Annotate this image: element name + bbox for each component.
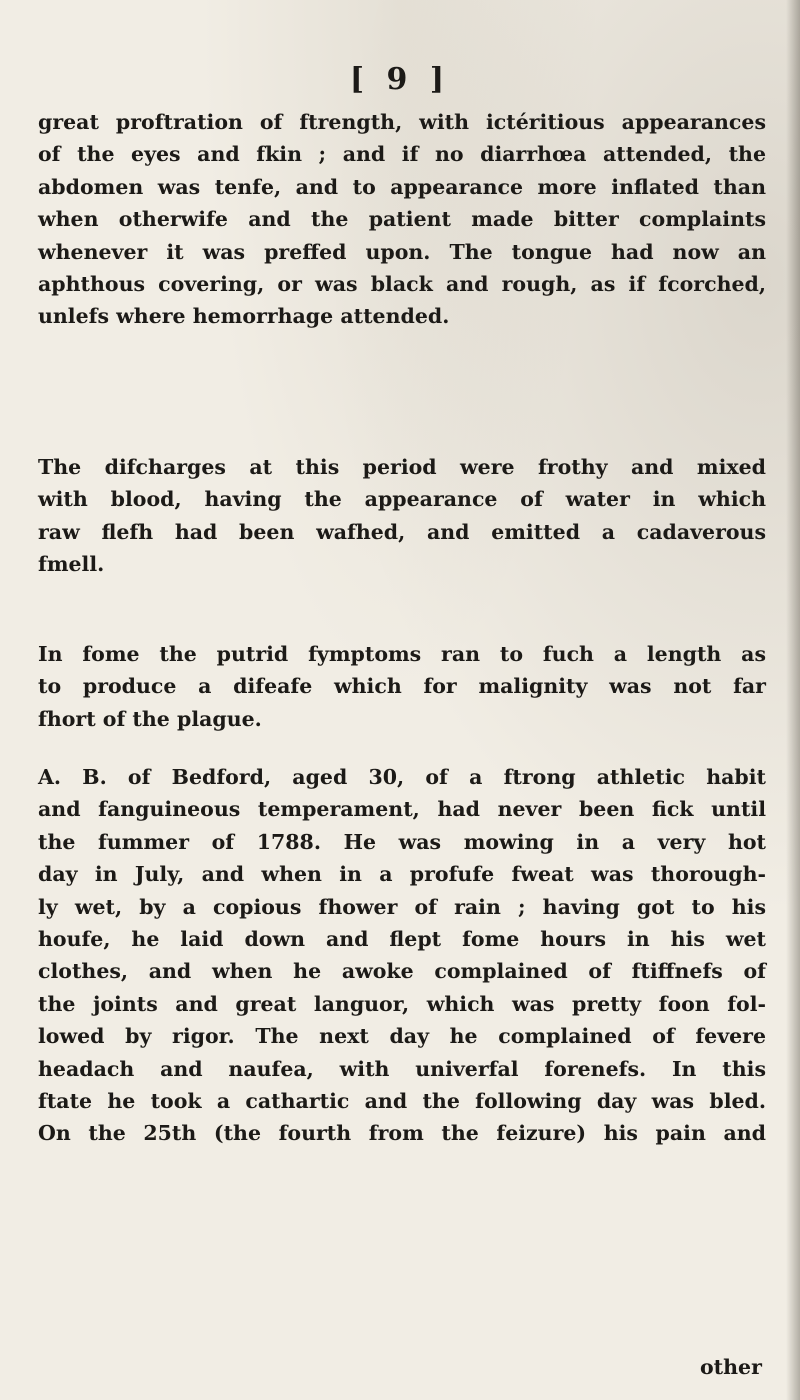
paragraph-2 bbox=[38, 451, 766, 581]
paragraph-1 bbox=[38, 106, 766, 333]
text-line: ftate he took a cathartic and the following day was bled. bbox=[38, 1089, 766, 1114]
page-edge-shadow bbox=[786, 0, 800, 1400]
text-line: abdomen was tenfe, and to appearance more inflated than bbox=[38, 174, 766, 199]
text-line: when otherwife and the patient made bitter complaints bbox=[38, 207, 766, 232]
text-line: great proftration of ftrength, with ictéritious appearances bbox=[38, 110, 766, 134]
text-line: day in July, and when in a profufe fweat was thorough- bbox=[38, 862, 766, 887]
text-line: raw flefh had been wafhed, and emitted a cadaverous bbox=[38, 519, 766, 544]
text-line: with blood, having the appearance of water in which bbox=[38, 487, 766, 512]
text-line: headach and naufea, with univerfal forenefs. In this bbox=[38, 1056, 766, 1081]
text-line: lowed by rigor. The next day he complained of fevere bbox=[38, 1024, 766, 1049]
text-line: ly wet, by a copious fhower of rain ; having got to his bbox=[38, 894, 766, 919]
text-line: the joints and great languor, which was pretty foon fol- bbox=[38, 991, 766, 1016]
paragraph-4 bbox=[38, 761, 766, 1150]
text-line: the fummer of 1788. He was mowing in a very hot bbox=[38, 829, 766, 854]
text-line: unlefs where hemorrhage attended. bbox=[38, 304, 450, 329]
text-line: whenever it was preffed upon. The tongue had now an bbox=[38, 239, 766, 264]
text-line: to produce a difeafe which for malignity was not far bbox=[38, 674, 766, 699]
text-line: fmell. bbox=[38, 552, 105, 577]
text-line: fhort of the plague. bbox=[38, 706, 262, 731]
text-line: On the 25th (the fourth from the feizure) his pain and bbox=[38, 1121, 766, 1146]
text-line: and fanguineous temperament, had never been fick until bbox=[38, 797, 766, 822]
paragraph-3 bbox=[38, 638, 766, 735]
text-line: clothes, and when he awoke complained of ftiffnefs of bbox=[38, 959, 766, 984]
text-line: aphthous covering, or was black and rough, as if fcorched, bbox=[38, 272, 766, 297]
text-line: In fome the putrid fymptoms ran to fuch a length as bbox=[38, 642, 766, 666]
text-line: houfe, he laid down and flept fome hours in his wet bbox=[38, 927, 766, 952]
text-line: The difcharges at this period were frothy and mixed bbox=[38, 455, 766, 479]
text-line: of the eyes and fkin ; and if no diarrhœa attended, the bbox=[38, 142, 766, 167]
text-line: A. B. of Bedford, aged 30, of a ftrong athletic habit bbox=[38, 765, 766, 789]
page-number: [ 9 ] bbox=[349, 62, 451, 97]
catchword: other bbox=[700, 1355, 762, 1379]
